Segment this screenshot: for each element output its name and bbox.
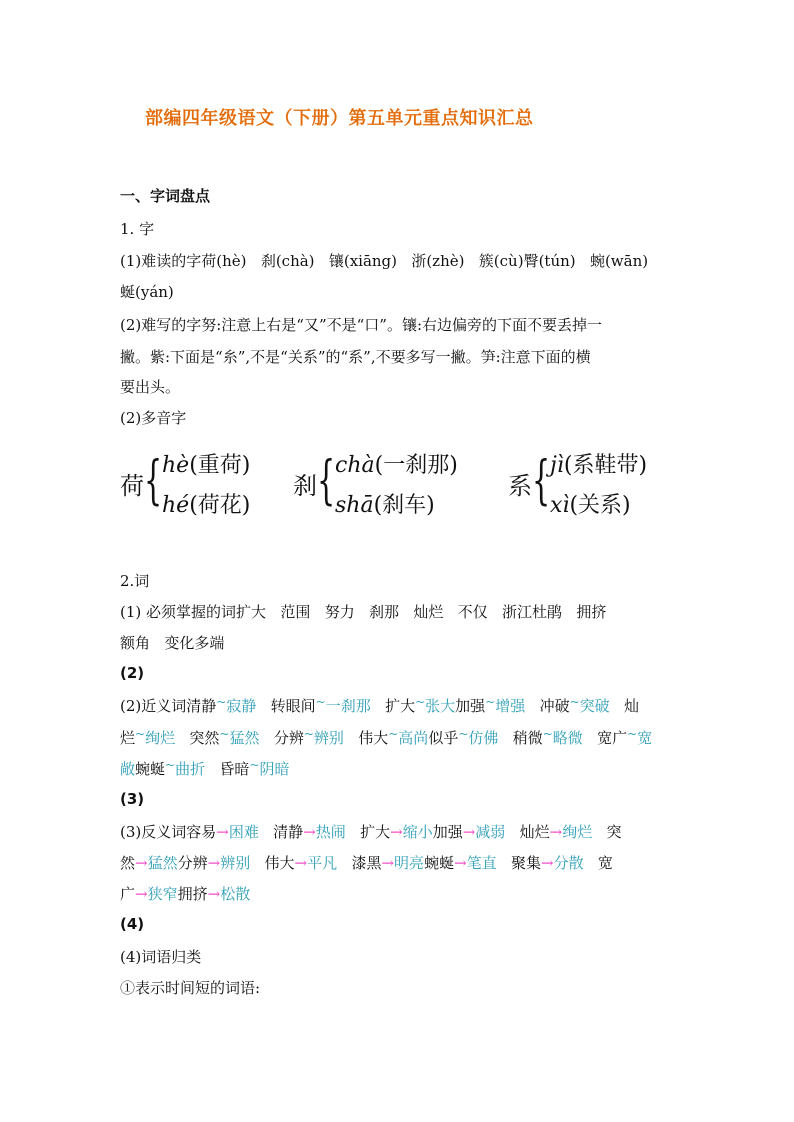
marker: (3): [120, 790, 145, 808]
antonym-line: 广→狭窄拥挤→松散: [120, 885, 251, 903]
hard-write-line-3: 要出头。: [120, 378, 181, 396]
word: 浙江杜鹃: [502, 603, 563, 621]
word: 范围: [280, 603, 311, 621]
brace-icon: {: [532, 451, 551, 511]
pinyin: hé: [162, 493, 190, 518]
hard-read-label: (1)难读的字: [120, 252, 202, 270]
section-heading: 一、字词盘点: [120, 187, 211, 205]
antonym-label: (3)反义词: [120, 823, 187, 841]
polyphone-char: 系: [508, 472, 532, 500]
example-word: (关系): [569, 493, 631, 518]
subsection-ci: 2.词: [120, 572, 150, 590]
word: 刹那: [369, 603, 400, 621]
word: 拥挤: [576, 603, 607, 621]
brace-icon: {: [317, 451, 336, 511]
page-title: 部编四年级语文（下册）第五单元重点知识汇总: [145, 108, 534, 129]
classify-item: ①表示时间短的词语:: [120, 979, 261, 997]
antonym-line: 然→猛然分辨→辨别 伟大→平凡 漆黑→明亮蜿蜒→笔直 聚集→分散 宽: [120, 854, 613, 872]
synonym-line: 敞蜿蜒~曲折 昏暗~阴暗: [120, 758, 290, 778]
must-words-line: [120, 632, 224, 653]
pinyin: xì: [550, 493, 570, 518]
synonym-line: 烂~绚烂 突然~猛然 分辨~辨别 伟大~高尚似乎~仿佛 稍微~略微 宽广~宽: [120, 727, 653, 747]
hard-read-line: [120, 250, 648, 271]
brace-icon: {: [144, 451, 163, 511]
antonym-line: (3)反义词容易→困难 清静→热闹 扩大→缩小加强→减弱 灿烂→绚烂 突: [120, 823, 622, 841]
hard-read-item: 刹(chà): [260, 252, 315, 270]
hard-read-item: 蜒(yán): [120, 283, 174, 301]
word: 努力: [324, 603, 355, 621]
hard-read-item: 簇(cù)臀(tún): [478, 252, 576, 270]
pinyin: jì: [550, 453, 564, 478]
hard-write-line-1: (2)难写的字努:注意上右是“又”不是“口”。镶:右边偏旁的下面不要丢掉一: [120, 316, 603, 334]
hard-read-item: 蜿(wān): [589, 252, 649, 270]
polyphone-char: 荷: [120, 472, 144, 500]
example-word: (一刹那): [374, 453, 458, 478]
word: 灿烂: [413, 603, 444, 621]
hard-read-item: 荷(hè): [201, 252, 247, 270]
polyphone-char: 刹: [293, 472, 317, 500]
synonym-line: (2)近义词清静~寂静 转眼间~一刹那 扩大~张大加强~增强 冲破~突破 灿: [120, 695, 639, 715]
marker: (2): [120, 664, 145, 682]
hard-read-item: 镶(xiāng): [328, 252, 398, 270]
word: 变化多端: [164, 634, 225, 652]
hard-read-item: 浙(zhè): [411, 252, 465, 270]
subsection-zi: 1. 字: [120, 220, 155, 238]
word: 扩大: [236, 603, 267, 621]
hard-write-line-2: 撇。紫:下面是“糸”,不是“关系”的“系”,不要多写一撇。笋:注意下面的横: [120, 348, 591, 366]
marker: (4): [120, 915, 145, 933]
pinyin: shā: [335, 493, 374, 518]
example-word: (荷花): [189, 493, 251, 518]
example-word: (刹车): [373, 493, 435, 518]
polyphone-label: (2)多音字: [120, 409, 187, 427]
pinyin: hè: [162, 453, 190, 478]
example-word: (系鞋带): [563, 453, 648, 478]
word: 不仅: [457, 603, 488, 621]
word: 额角: [120, 634, 151, 652]
synonym-label: (2)近义词: [120, 697, 187, 715]
must-words-label: (1) 必须掌握的词: [120, 603, 237, 621]
classify-label: (4)词语归类: [120, 948, 202, 966]
must-words-line: [120, 601, 606, 622]
example-word: (重荷): [189, 453, 251, 478]
pinyin: chà: [335, 453, 375, 478]
